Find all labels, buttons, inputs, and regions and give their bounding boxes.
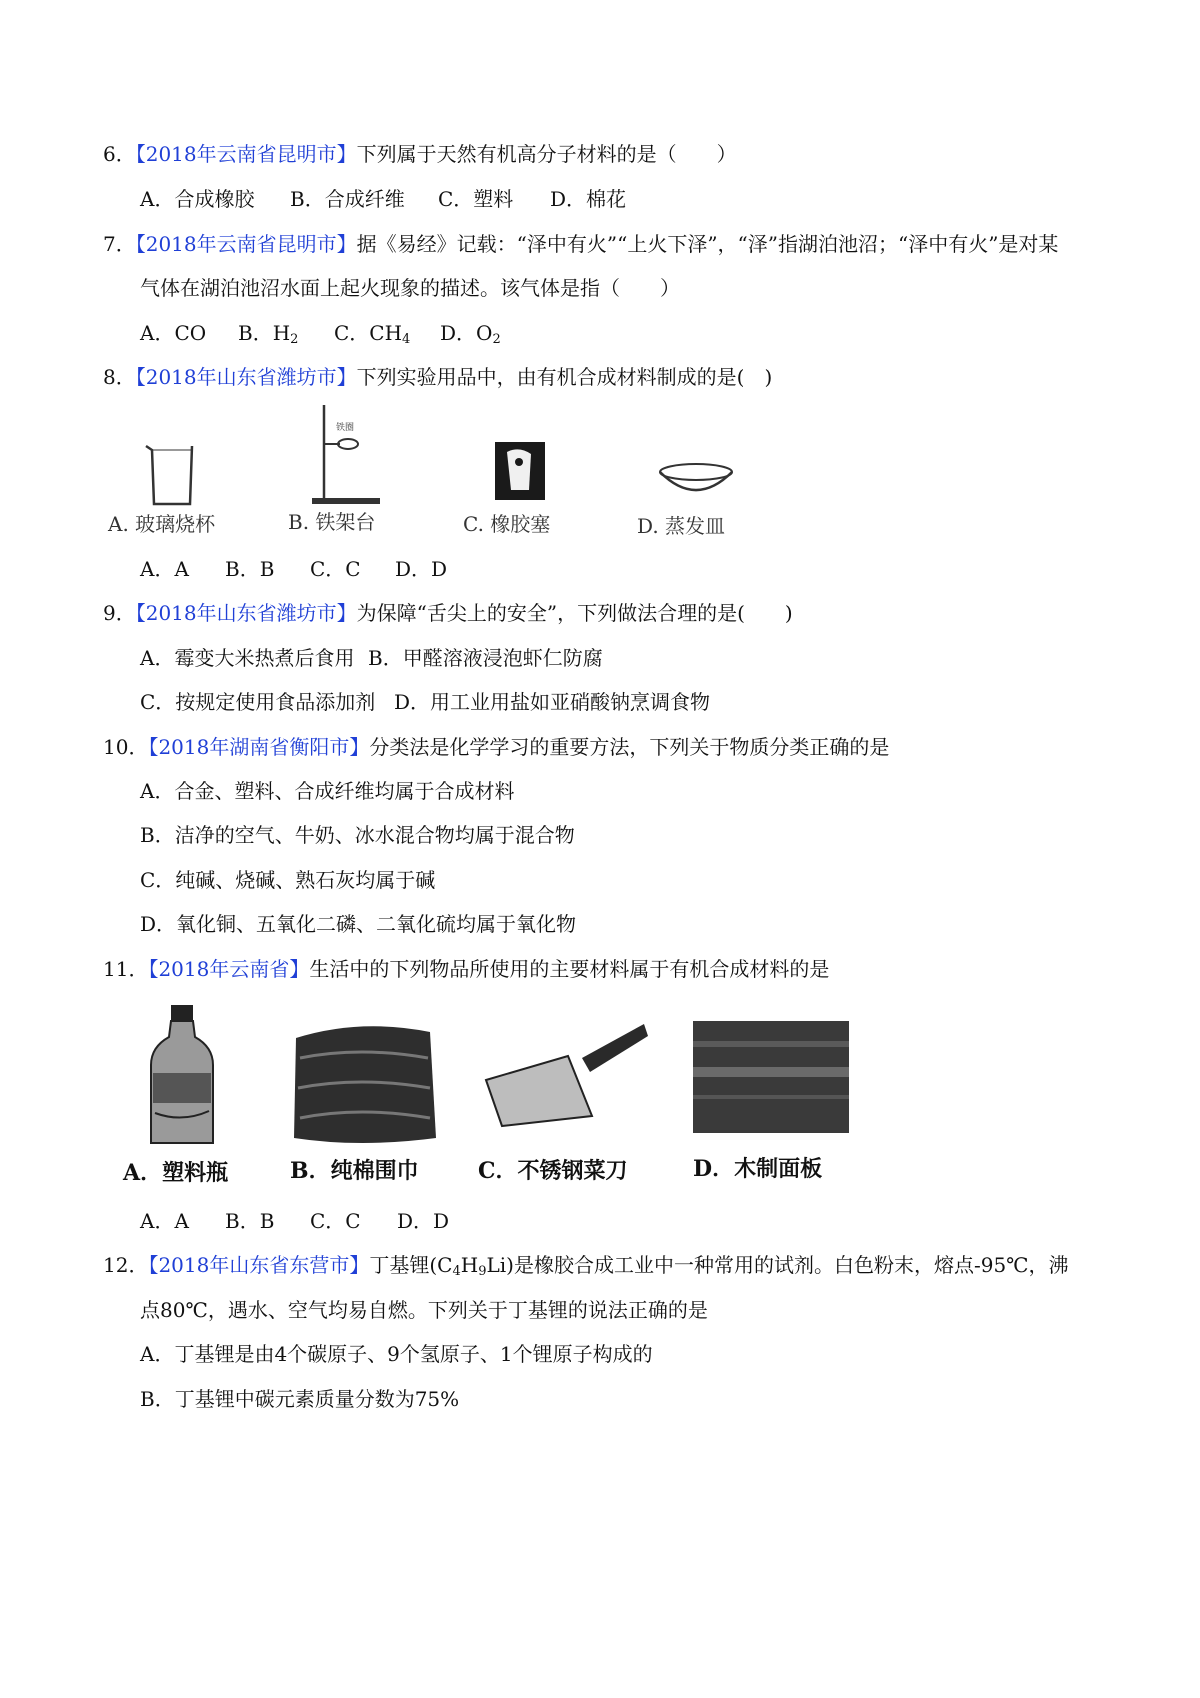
question-text: 下列属于天然有机高分子材料的是（ ） (356, 142, 737, 166)
question-number: 11． (103, 957, 149, 981)
option-c: C．C (310, 1209, 361, 1233)
figure-caption-d: D. 蒸发皿 (637, 514, 726, 538)
figure-caption-b: B．纯棉围巾 (290, 1158, 419, 1184)
figure-caption-c: C. 橡胶塞 (463, 512, 551, 536)
question-text: 据《易经》记载：“泽中有火”“上火下泽”，“泽”指湖泊池沼；“泽中有火”是对某 (356, 232, 1059, 256)
option-a: A．A (140, 1209, 189, 1233)
question-text: 下列实验用品中，由有机合成材料制成的是( ) (356, 365, 773, 389)
question-8 (103, 363, 772, 391)
option-a: A．丁基锂是由4个碳原子、9个氢原子、1个锂原子构成的 (140, 1342, 653, 1366)
question-text: 生活中的下列物品所使用的主要材料属于有机合成材料的是 (309, 957, 830, 981)
question-text-continued: 点80℃，遇水、空气均易自燃。下列关于丁基锂的说法正确的是 (140, 1298, 708, 1322)
evaporating-dish-figure (656, 460, 736, 505)
option-c: C．$CH_4$ (334, 321, 411, 347)
wooden-board-figure (693, 1021, 849, 1133)
option-c: C．C (310, 557, 361, 581)
question-source: 【2018年云南省昆明市】 (135, 142, 357, 166)
stainless-steel-cleaver-figure (482, 1020, 650, 1130)
option-b: B．$H_2$ (238, 321, 299, 347)
plastic-bottle-figure (145, 1003, 220, 1148)
option-c: C．塑料 (438, 187, 514, 211)
option-c: C．按规定使用食品添加剂 (140, 690, 376, 714)
cotton-scarf-figure (290, 1018, 440, 1148)
figure-caption-a: A. 玻璃烧杯 (108, 512, 216, 536)
question-source: 【2018年云南省昆明市】 (135, 232, 357, 256)
option-b: B．洁净的空气、牛奶、冰水混合物均属于混合物 (140, 823, 575, 847)
question-source: 【2018年山东省东营市】 (148, 1253, 370, 1277)
option-a: A．霉变大米热煮后食用 (140, 646, 355, 670)
option-b: B．甲醛溶液浸泡虾仁防腐 (368, 646, 603, 670)
question-number: 7． (103, 232, 136, 256)
option-b: B．B (225, 557, 275, 581)
question-11 (103, 955, 829, 983)
option-d: D．D (397, 1209, 450, 1233)
figure-caption-b: B. 铁架台 (288, 510, 376, 534)
question-12 (103, 1251, 1069, 1286)
question-text: 分类法是化学学习的重要方法，下列关于物质分类正确的是 (369, 735, 890, 759)
question-number: 6． (103, 142, 136, 166)
option-d: D．棉花 (550, 187, 627, 211)
option-d: D．$O_2$ (440, 321, 501, 347)
option-a: A．合金、塑料、合成纤维均属于合成材料 (140, 779, 515, 803)
question-6 (103, 140, 737, 168)
question-text: 丁基锂$(C_4H_9Li)$是橡胶合成工业中一种常用的试剂。白色粉末，熔点-95℃，沸 (369, 1253, 1069, 1279)
question-source: 【2018年山东省潍坊市】 (135, 365, 357, 389)
option-b: B．B (225, 1209, 275, 1233)
rubber-stopper-figure (493, 440, 548, 502)
question-7 (103, 230, 1058, 258)
option-a: A．A (140, 557, 189, 581)
question-text: 为保障“舌尖上的安全”，下列做法合理的是( ) (356, 601, 793, 625)
iron-stand-figure (300, 400, 390, 510)
question-9 (103, 599, 793, 627)
figure-caption-a: A．塑料瓶 (123, 1160, 229, 1186)
figure-caption-d: D．木制面板 (693, 1156, 823, 1182)
question-text-continued: 气体在湖泊池沼水面上起火现象的描述。该气体是指（ ） (140, 276, 680, 300)
option-d: D．用工业用盐如亚硝酸钠烹调食物 (394, 690, 711, 714)
question-10 (103, 733, 889, 761)
question-number: 12． (103, 1253, 149, 1277)
question-source: 【2018年山东省潍坊市】 (135, 601, 357, 625)
question-source: 【2018年云南省】 (148, 957, 310, 981)
option-d: D．D (395, 557, 448, 581)
option-c: C．纯碱、烧碱、熟石灰均属于碱 (140, 868, 436, 892)
figure-label: 铁圈 (336, 423, 355, 433)
option-b: B．丁基锂中碳元素质量分数为75% (140, 1387, 460, 1411)
question-number: 9． (103, 601, 136, 625)
option-d: D．氧化铜、五氧化二磷、二氧化硫均属于氧化物 (140, 912, 577, 936)
option-b: B．合成纤维 (290, 187, 405, 211)
question-source: 【2018年湖南省衡阳市】 (148, 735, 370, 759)
question-number: 10． (103, 735, 149, 759)
option-a: A．合成橡胶 (140, 187, 255, 211)
glass-beaker-figure (140, 440, 200, 510)
question-number: 8． (103, 365, 136, 389)
option-a: A．CO (140, 321, 207, 345)
figure-caption-c: C．不锈钢菜刀 (478, 1158, 628, 1184)
